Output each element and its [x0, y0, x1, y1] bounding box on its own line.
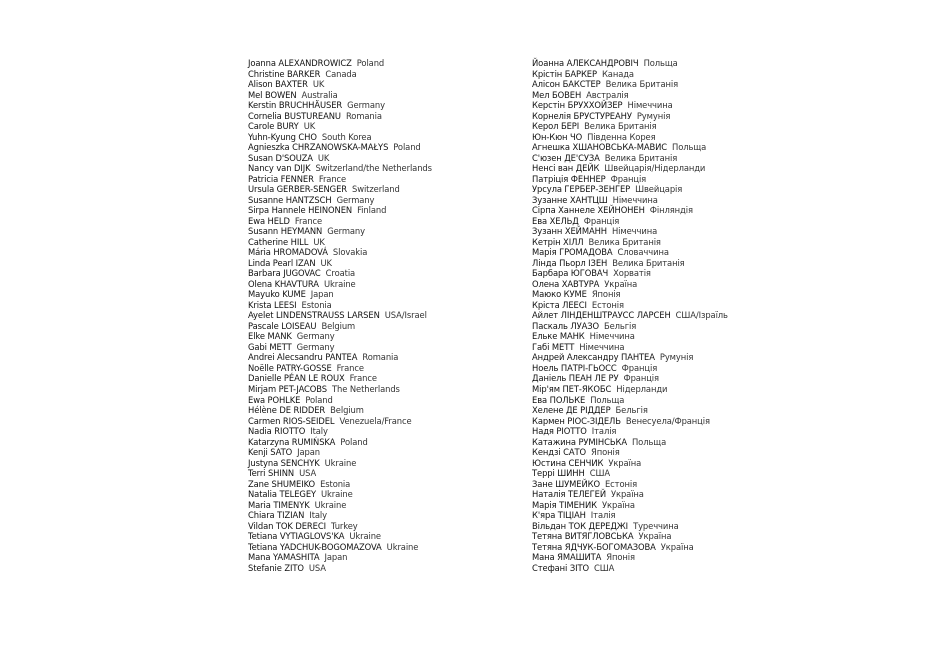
participant-country: UK: [320, 257, 332, 268]
participant-entry: [248, 531, 432, 542]
participant-name: Патріція ФЕННЕР: [532, 173, 606, 184]
participant-name: Stefanie ZITO: [248, 562, 304, 573]
participant-name: Vildan TOK DERECI: [248, 520, 326, 531]
participant-name: Алісон БАКСТЕР: [532, 79, 601, 90]
participant-name: Барбара ЮГОВАЧ: [532, 268, 609, 279]
participant-entry: [532, 521, 728, 532]
participant-entry: [532, 531, 728, 542]
participant-name: Крістін БАРКЕР: [532, 68, 597, 79]
participant-entry: [248, 500, 432, 511]
participant-name: Ewa POHLKE: [248, 394, 301, 405]
participant-name: Chiara TIZIAN: [248, 510, 305, 521]
participant-entry: [532, 205, 728, 216]
participant-country: Belgium: [321, 320, 356, 331]
participant-entry: [248, 342, 432, 353]
participant-name: Joanna ALEXANDROWICZ: [248, 58, 352, 68]
participant-name: Надя РІОТТО: [532, 426, 587, 437]
participant-country: Польща: [590, 394, 625, 405]
participant-name: Кріста ЛЕЕСІ: [532, 299, 587, 310]
participant-country: Venezuela/France: [339, 415, 412, 426]
participant-country: Ukraine: [386, 541, 419, 552]
participant-name: Danielle PÉAN LE ROUX: [248, 373, 345, 384]
participant-country: UK: [317, 152, 330, 163]
participant-name: Justyna SENCHYK: [248, 457, 320, 468]
participant-country: The Netherlands: [332, 383, 400, 394]
participant-country: Фінляндія: [649, 205, 693, 216]
participant-entry: [532, 258, 728, 269]
participant-country: Croatia: [325, 268, 356, 279]
participant-country: UK: [312, 79, 325, 90]
participant-name: Hélène DE RIDDER: [248, 405, 326, 416]
participant-country: Швейцарія: [635, 184, 683, 195]
participant-name: Айлет ЛІНДЕНШТРАУСС ЛАРСЕН: [532, 310, 671, 321]
participant-name: Christine BARKER: [248, 68, 321, 79]
participant-entry: [248, 153, 432, 164]
participant-name: Тетяна ЯДЧУК-БОГОМАЗОВА: [532, 541, 656, 552]
participant-country: Велика Британія: [605, 79, 679, 90]
participant-country: Ukraine: [324, 457, 357, 468]
participant-name: Nancy van DIJK: [248, 163, 311, 174]
participant-entry: [248, 352, 432, 363]
participant-country: Finland: [357, 205, 387, 216]
participant-country: Germany: [296, 341, 335, 352]
participant-entry: [248, 121, 432, 132]
participant-entry: [248, 184, 432, 195]
participant-name: Noëlle PATRY-GOSSE: [248, 362, 332, 373]
participant-entry: [532, 79, 728, 90]
participant-entry: [532, 268, 728, 279]
participant-country: Україна: [608, 457, 642, 468]
participant-country: Україна: [660, 541, 694, 552]
participant-entry: [248, 521, 432, 532]
participant-name: Урсула ГЕРБЕР-ЗЕНГЕР: [532, 184, 631, 195]
participant-name: Tetiana VYTIAGLOVS'KA: [248, 531, 345, 542]
participant-name: Вільдан ТОК ДЕРЕДЖІ: [532, 520, 629, 531]
participant-country: Південна Корея: [587, 131, 656, 142]
participants-list-ukrainian: [532, 58, 728, 573]
participant-country: Україна: [604, 278, 638, 289]
participant-entry: [248, 479, 432, 490]
participant-name: С'юзен ДЕ'СУЗА: [532, 152, 600, 163]
participant-name: Мел БОВЕН: [532, 89, 582, 100]
participant-country: Німеччина: [612, 194, 658, 205]
participant-name: Ева ПОЛЬКЕ: [532, 394, 586, 405]
participant-name: Мір'ям ПЕТ-ЯКОБС: [532, 383, 612, 394]
participant-entry: [532, 279, 728, 290]
participant-country: Франція: [623, 373, 659, 384]
participant-entry: [532, 310, 728, 321]
participant-entry: [532, 542, 728, 553]
participant-name: Корнелія БРУСТУРЕАНУ: [532, 110, 632, 121]
participant-name: Юн-Кюн ЧО: [532, 131, 583, 142]
participant-entry: [248, 489, 432, 500]
participant-country: Словаччина: [617, 247, 669, 258]
participant-country: USA: [299, 468, 317, 479]
participant-name: Krista LEESI: [248, 299, 297, 310]
participant-country: Велика Британія: [612, 257, 685, 268]
participant-country: France: [336, 362, 364, 373]
participant-name: Gabi METT: [248, 341, 292, 352]
participant-entry: [248, 205, 432, 216]
participant-country: Estonia: [301, 299, 332, 310]
participant-entry: [532, 352, 728, 363]
participant-entry: [248, 395, 432, 406]
participant-entry: [532, 321, 728, 332]
participant-country: Switzerland/the Netherlands: [315, 163, 432, 174]
participant-name: Террі ШИНН: [532, 468, 585, 479]
participant-name: Carmen RIOS-SEIDEL: [248, 415, 335, 426]
participant-name: Ненсі ван ДЕЙК: [532, 163, 600, 174]
participant-entry: [248, 100, 432, 111]
participant-entry: [532, 500, 728, 511]
participant-country: Poland: [393, 142, 421, 153]
participant-country: Німеччина: [579, 341, 625, 352]
participant-entry: [532, 247, 728, 258]
participant-country: Ukraine: [323, 278, 356, 289]
participant-country: Канада: [601, 68, 634, 79]
participant-entry: [248, 384, 432, 395]
participant-entry: [532, 216, 728, 227]
participant-name: Маюко КУМЕ: [532, 289, 587, 300]
participant-name: Cornelia BUSTUREANU: [248, 110, 341, 121]
participant-country: Франція: [583, 215, 620, 226]
participant-name: Agnieszka CHRZANOWSKA-MAŁYS: [248, 142, 389, 153]
participant-entry: [532, 363, 728, 374]
participant-name: Alison BAXTER: [248, 79, 308, 90]
participant-name: Зузанн ХЕЙМАНН: [532, 226, 607, 237]
participant-entry: [532, 468, 728, 479]
participant-entry: [248, 111, 432, 122]
participant-entry: [248, 79, 432, 90]
participant-entry: [532, 226, 728, 237]
participant-entry: [532, 479, 728, 490]
participant-name: Mana YAMASHITA: [248, 552, 320, 563]
participant-entry: [248, 247, 432, 258]
participant-name: Ева ХЕЛЬД: [532, 215, 579, 226]
participant-entry: [248, 331, 432, 342]
participant-country: Франція: [621, 362, 658, 373]
participant-country: Україна: [602, 499, 635, 510]
participant-name: Керстін БРУХХОЙЗЕР: [532, 100, 623, 111]
participant-name: Nadia RIOTTO: [248, 426, 306, 437]
participant-name: Kenji SATO: [248, 447, 293, 458]
participant-country: Велика Британія: [604, 152, 678, 163]
participant-name: Кармен РІОС-ЗІДЕЛЬ: [532, 415, 621, 426]
participant-name: Ayelet LINDENSTRAUSS LARSEN: [248, 310, 380, 321]
participant-country: Poland: [340, 436, 368, 447]
participant-entry: [248, 416, 432, 427]
participant-name: Керол БЕРІ: [532, 121, 580, 132]
participant-country: Estonia: [320, 478, 351, 489]
participant-name: Стефані ЗІТО: [532, 562, 589, 573]
participant-country: Велика Британія: [584, 121, 657, 132]
participant-entry: [248, 279, 432, 290]
participant-entry: [248, 510, 432, 521]
participant-entry: [532, 447, 728, 458]
participant-entry: [532, 300, 728, 311]
participant-entry: [532, 184, 728, 195]
participant-entry: [532, 237, 728, 248]
participant-country: France: [349, 373, 377, 384]
participant-country: США/Ізраїль: [675, 310, 728, 321]
participant-name: Susan D'SOUZA: [248, 152, 313, 163]
participant-country: Romania: [362, 352, 399, 363]
participant-country: Germany: [336, 194, 375, 205]
participant-entry: [248, 174, 432, 185]
participant-entry: [248, 69, 432, 80]
participant-country: France: [318, 173, 347, 184]
participant-country: Німеччина: [589, 331, 635, 342]
participant-entry: [248, 310, 432, 321]
participant-country: USA: [308, 562, 326, 573]
participant-name: Olena KHAVTURA: [248, 278, 319, 289]
participant-entry: [248, 458, 432, 469]
participant-name: Mária HROMADOVÁ: [248, 247, 328, 258]
participant-entry: [532, 195, 728, 206]
participant-country: Germany: [327, 226, 365, 237]
participant-entry: [532, 111, 728, 122]
participant-name: Pascale LOISEAU: [248, 320, 317, 331]
participant-name: Тетяна ВИТЯГЛОВСЬКА: [532, 531, 634, 542]
participant-name: Barbara JUGOVAC: [248, 268, 321, 279]
participant-name: Zane SHUMEIKO: [248, 478, 316, 489]
participant-country: Туреччина: [633, 520, 679, 531]
participant-name: Олена ХАВТУРА: [532, 278, 600, 289]
participant-country: Польща: [631, 436, 667, 447]
participant-name: Зузанне ХАНТЦШ: [532, 194, 608, 205]
participant-entry: [248, 426, 432, 437]
participant-country: Австралія: [586, 89, 629, 100]
participant-country: Японія: [591, 447, 620, 458]
participant-country: Україна: [610, 489, 644, 500]
participant-entry: [248, 437, 432, 448]
participant-country: Japan: [310, 289, 334, 300]
participant-country: UK: [313, 236, 325, 247]
participant-name: Мана ЯМАШИТА: [532, 552, 602, 563]
participant-country: Італія: [591, 426, 617, 437]
participant-entry: [532, 174, 728, 185]
participant-entry: [248, 195, 432, 206]
participant-name: Susann HEYMANN: [248, 226, 323, 237]
participant-name: Сірпа Ханнеле ХЕЙНОНЕН: [532, 205, 645, 216]
participant-country: Польща: [643, 58, 678, 68]
participant-country: Germany: [296, 331, 335, 342]
participant-country: Belgium: [330, 405, 364, 416]
participant-entry: [248, 552, 432, 563]
participant-name: Kerstin BRUCHHÄUSER: [248, 100, 343, 111]
participant-name: Mayuko KUME: [248, 289, 306, 300]
participant-entry: [248, 300, 432, 311]
participant-entry: [532, 395, 728, 406]
participant-entry: [532, 132, 728, 143]
participant-name: Кендзі САТО: [532, 447, 586, 458]
participant-name: Tetiana YADCHUK-BOGOMAZOVA: [248, 541, 382, 552]
participant-entry: [532, 426, 728, 437]
participant-name: Ноель ПАТРІ-ГЬОСС: [532, 362, 617, 373]
participant-country: Slovakia: [332, 247, 368, 258]
participant-country: Естонія: [604, 478, 638, 489]
participant-country: Італія: [590, 510, 616, 521]
participant-country: Turkey: [330, 520, 358, 531]
participant-entry: [248, 258, 432, 269]
participant-country: Canada: [325, 68, 357, 79]
participant-country: Німеччина: [627, 100, 673, 111]
participant-country: Велика Британія: [588, 236, 661, 247]
participant-entry: [532, 121, 728, 132]
participant-name: Andrei Alecsandru PANTEA: [248, 352, 358, 363]
participant-name: Хелене ДЕ РІДДЕР: [532, 405, 611, 416]
participant-country: Бельгія: [615, 405, 648, 416]
participant-country: Japan: [324, 552, 348, 563]
participant-entry: [532, 552, 728, 563]
participant-entry: [248, 58, 432, 69]
participant-entry: [248, 216, 432, 227]
participants-list-english: [248, 58, 432, 573]
participant-entry: [532, 510, 728, 521]
participant-entry: [248, 268, 432, 279]
participant-entry: [248, 563, 432, 574]
participant-entry: [248, 163, 432, 174]
participant-name: Ewa HELD: [248, 215, 290, 226]
participant-entry: [532, 489, 728, 500]
participant-entry: [248, 237, 432, 248]
participant-country: Poland: [356, 58, 385, 68]
participant-entry: [532, 405, 728, 416]
participant-entry: [532, 373, 728, 384]
participant-country: South Korea: [321, 131, 372, 142]
participant-country: Japan: [297, 447, 320, 458]
participant-entry: [248, 90, 432, 101]
participant-entry: [532, 342, 728, 353]
participant-country: Germany: [347, 100, 385, 111]
participant-country: Венесуела/Франція: [625, 415, 710, 426]
participant-name: Андрей Александру ПАНТЕА: [532, 352, 655, 363]
participant-name: Ельке МАНК: [532, 331, 585, 342]
participant-country: Україна: [638, 531, 672, 542]
participant-name: Susanne HANTZSCH: [248, 194, 332, 205]
participant-entry: [248, 542, 432, 553]
participant-name: Terri SHINN: [248, 468, 295, 479]
participant-entry: [532, 100, 728, 111]
participant-entry: [532, 331, 728, 342]
participant-country: Бельгія: [603, 320, 637, 331]
participant-name: Катажина РУМІНСЬКА: [532, 436, 627, 447]
participant-country: Australia: [301, 89, 338, 100]
participant-entry: [248, 321, 432, 332]
participant-name: Natalia TELEGEY: [248, 489, 317, 500]
participant-country: Нідерланди: [616, 383, 668, 394]
participant-entry: [248, 226, 432, 237]
participant-entry: [532, 384, 728, 395]
participant-name: Mel BOWEN: [248, 89, 297, 100]
participant-country: Румунія: [636, 110, 671, 121]
participant-country: США: [589, 468, 610, 479]
participant-name: Марія ГРОМАДОВА: [532, 247, 613, 258]
participant-entry: [248, 289, 432, 300]
participant-entry: [532, 142, 728, 153]
participant-entry: [248, 373, 432, 384]
participant-entry: [532, 163, 728, 174]
participant-entry: [248, 363, 432, 374]
participant-country: Italy: [309, 510, 328, 521]
participant-name: Maria TIMENYK: [248, 499, 310, 510]
participant-country: UK: [303, 121, 316, 132]
participant-country: Хорватія: [613, 268, 651, 279]
participant-name: Марія ТІМЕНИК: [532, 499, 598, 510]
participant-entry: [532, 458, 728, 469]
participant-entry: [532, 563, 728, 574]
participant-entry: [532, 90, 728, 101]
participant-country: США: [593, 562, 615, 573]
participant-country: Romania: [345, 110, 382, 121]
participant-name: Лінда Пьорл ІЗЕН: [532, 257, 608, 268]
participant-entry: [532, 153, 728, 164]
participant-entry: [248, 142, 432, 153]
participant-name: Yuhn-Kyung CHO: [248, 131, 317, 142]
participant-entry: [532, 69, 728, 80]
participant-name: Ursula GERBER-SENGER: [248, 184, 347, 195]
participant-name: Габі МЕТТ: [532, 341, 575, 352]
participant-name: Mirjam PET-JACOBS: [248, 383, 328, 394]
participant-name: Katarzyna RUMIŃSKA: [248, 436, 336, 447]
participant-country: France: [294, 215, 323, 226]
participant-name: Patricia FENNER: [248, 173, 314, 184]
participant-country: Швейцарія/Нідерланди: [604, 163, 706, 174]
participant-name: Агнешка ХШАНОВСЬКА-МАВИС: [532, 142, 668, 153]
participant-country: Ukraine: [321, 489, 353, 500]
participant-entry: [248, 132, 432, 143]
participant-country: Ukraine: [349, 531, 381, 542]
participant-entry: [532, 416, 728, 427]
participant-country: Switzerland: [351, 184, 400, 195]
participant-entry: [532, 437, 728, 448]
participant-name: Linda Pearl IZAN: [248, 257, 316, 268]
participant-country: Poland: [305, 394, 333, 405]
participant-entry: [532, 289, 728, 300]
participant-name: Carole BURY: [248, 121, 299, 132]
participant-country: USA/Israel: [384, 310, 427, 321]
participant-entry: [532, 58, 728, 69]
participant-name: Sirpa Hannele HEINONEN: [248, 205, 353, 216]
participant-name: Catherine HILL: [248, 236, 309, 247]
participant-name: Elke MANK: [248, 331, 292, 342]
participant-country: Німеччина: [611, 226, 658, 237]
participant-entry: [248, 405, 432, 416]
participant-name: Даніель ПЕАН ЛЕ РУ: [532, 373, 619, 384]
participant-country: Польща: [672, 142, 707, 153]
participant-name: Паскаль ЛУАЗО: [532, 320, 599, 331]
participant-country: Франція: [610, 173, 647, 184]
participant-name: Кетрін ХІЛЛ: [532, 236, 584, 247]
participant-country: Ukraine: [314, 499, 347, 510]
participant-name: Зане ШУМЕЙКО: [532, 478, 600, 489]
participant-name: Юстина СЕНЧИК: [532, 457, 604, 468]
participant-entry: [248, 447, 432, 458]
participant-entry: [248, 468, 432, 479]
participant-country: Естонія: [591, 299, 624, 310]
participant-name: К'яра ТІЦІАН: [532, 510, 586, 521]
participant-name: Наталія ТЕЛЕГЕЙ: [532, 489, 606, 500]
participant-country: Румунія: [659, 352, 694, 363]
participant-country: Italy: [310, 426, 328, 437]
participant-country: Японія: [606, 552, 635, 563]
participant-country: Японія: [591, 289, 621, 300]
participant-name: Йоанна АЛЕКСАНДРОВІЧ: [532, 58, 639, 68]
